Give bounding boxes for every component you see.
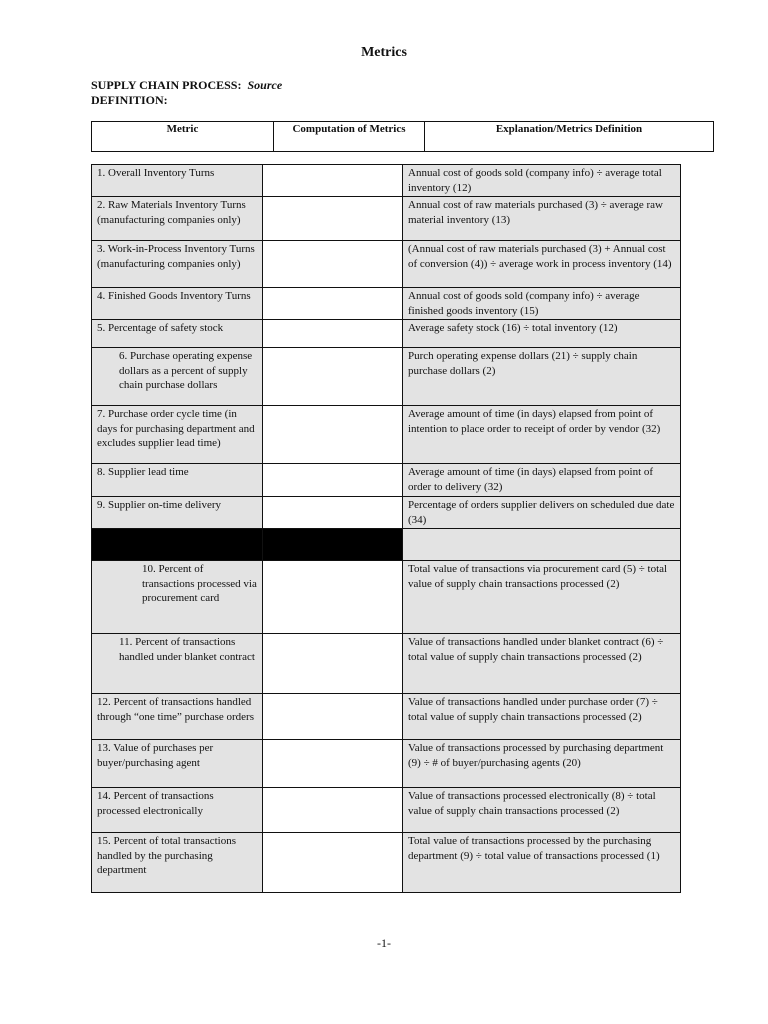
metrics-table [91, 164, 681, 893]
explanation-cell: Percentage of orders supplier delivers on scheduled due date (34) [403, 497, 681, 529]
explanation-cell: Purch operating expense dollars (21) ÷ supply chain purchase dollars (2) [403, 348, 681, 406]
table-row [92, 288, 681, 320]
explanation-cell: Annual cost of raw materials purchased (3) ÷ average raw material inventory (13) [403, 197, 681, 241]
table-row [92, 740, 681, 788]
computation-cell [263, 348, 403, 406]
explanation-cell: Total value of transactions via procurement card (5) ÷ total value of supply chain transactions processed (2) [403, 561, 681, 634]
metric-cell: 9. Supplier on-time delivery [92, 497, 263, 529]
header-explanation: Explanation/Metrics Definition [425, 122, 714, 152]
explanation-cell: Value of transactions handled under blanket contract (6) ÷ total value of supply chain transactions processed (2) [403, 634, 681, 694]
explanation-cell: Average safety stock (16) ÷ total inventory (12) [403, 320, 681, 348]
table-row [92, 241, 681, 288]
header-metric: Metric [92, 122, 274, 152]
computation-cell [263, 740, 403, 788]
table-row [92, 320, 681, 348]
divider-cell [403, 529, 681, 561]
metric-cell: 8. Supplier lead time [92, 464, 263, 497]
divider-cell [92, 529, 263, 561]
metric-cell: 4. Finished Goods Inventory Turns [92, 288, 263, 320]
explanation-cell: (Annual cost of raw materials purchased (3) + Annual cost of conversion (4)) ÷ average work in process inventory (14) [403, 241, 681, 288]
section-divider-row [92, 529, 681, 561]
computation-cell [263, 165, 403, 197]
explanation-cell: Annual cost of goods sold (company info) ÷ average total inventory (12) [403, 165, 681, 197]
table-row [92, 464, 681, 497]
computation-cell [263, 694, 403, 740]
table-row [92, 788, 681, 833]
computation-cell [263, 788, 403, 833]
computation-cell [263, 833, 403, 893]
computation-cell [263, 464, 403, 497]
table-row [92, 561, 681, 634]
metric-cell: 2. Raw Materials Inventory Turns (manufacturing companies only) [92, 197, 263, 241]
metric-cell: 15. Percent of total transactions handled by the purchasing department [92, 833, 263, 893]
header-computation: Computation of Metrics [274, 122, 425, 152]
metric-cell: 1. Overall Inventory Turns [92, 165, 263, 197]
computation-cell [263, 634, 403, 694]
page-number: -1- [377, 936, 391, 950]
computation-cell [263, 288, 403, 320]
explanation-cell: Value of transactions processed by purchasing department (9) ÷ # of buyer/purchasing agents (20) [403, 740, 681, 788]
computation-cell [263, 497, 403, 529]
computation-cell [263, 406, 403, 464]
table-row [92, 406, 681, 464]
table-row [92, 197, 681, 241]
metric-cell: 13. Value of purchases per buyer/purchasing agent [92, 740, 263, 788]
header-table [91, 121, 714, 152]
table-row [92, 348, 681, 406]
computation-cell [263, 320, 403, 348]
computation-cell [263, 241, 403, 288]
table-row [92, 694, 681, 740]
metric-cell: 11. Percent of transactions handled under blanket contract [92, 634, 263, 694]
explanation-cell: Average amount of time (in days) elapsed from point of order to delivery (32) [403, 464, 681, 497]
supply-chain-process [91, 78, 282, 93]
table-row [92, 165, 681, 197]
explanation-cell: Average amount of time (in days) elapsed from point of intention to place order to receipt of order by vendor (32) [403, 406, 681, 464]
table-row [92, 634, 681, 694]
explanation-cell: Annual cost of goods sold (company info) ÷ average finished goods inventory (15) [403, 288, 681, 320]
metric-cell: 12. Percent of transactions handled through “one time” purchase orders [92, 694, 263, 740]
metric-cell: 3. Work-in-Process Inventory Turns (manufacturing companies only) [92, 241, 263, 288]
metric-cell: 10. Percent of transactions processed via procurement card [92, 561, 263, 634]
table-row [92, 833, 681, 893]
process-value: Source [247, 78, 283, 92]
explanation-cell: Total value of transactions processed by the purchasing department (9) ÷ total value of transactions processed (1) [403, 833, 681, 893]
divider-cell [263, 529, 403, 561]
explanation-cell: Value of transactions handled under purchase order (7) ÷ total value of supply chain transactions processed (2) [403, 694, 681, 740]
process-label: SUPPLY CHAIN PROCESS: [91, 78, 242, 92]
metric-cell: 7. Purchase order cycle time (in days for purchasing department and excludes supplier lead time) [92, 406, 263, 464]
metric-cell: 14. Percent of transactions processed electronically [92, 788, 263, 833]
metric-cell: 6. Purchase operating expense dollars as a percent of supply chain purchase dollars [92, 348, 263, 406]
computation-cell [263, 197, 403, 241]
explanation-cell: Value of transactions processed electronically (8) ÷ total value of supply chain transactions processed (2) [403, 788, 681, 833]
page-title: Metrics [361, 45, 407, 60]
table-row [92, 497, 681, 529]
metric-cell: 5. Percentage of safety stock [92, 320, 263, 348]
computation-cell [263, 561, 403, 634]
definition-label: DEFINITION: [91, 93, 168, 107]
header-row [92, 122, 714, 152]
